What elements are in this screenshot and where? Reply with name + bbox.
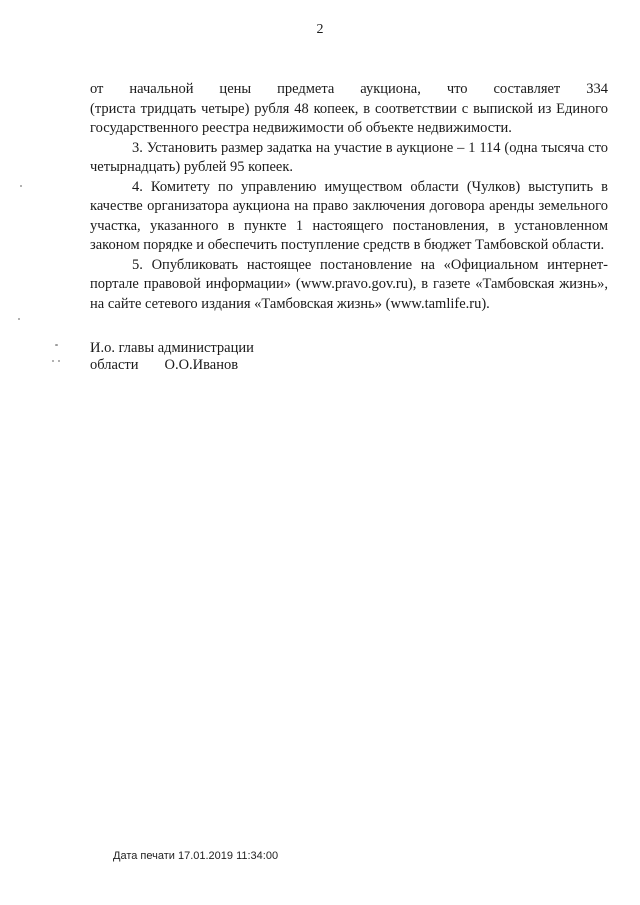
signer-name: О.О.Иванов xyxy=(164,357,239,373)
paragraph-continuation: (триста тридцать четыре) рубля 48 копеек, в соответствии с выпиской из Единого государственного реестра недвижимости об объекте недвижимости. xyxy=(90,100,608,136)
paragraph-continuation-line1: от начальной цены предмета аукциона, что составляет 334 xyxy=(90,81,608,97)
signer-line xyxy=(90,357,254,374)
paragraph-5: 5. Опубликовать настоящее постановление на «Официальном интернет-портале правовой информации» (www.pravo.gov.ru), в газете «Тамбовская жизнь», на сайте сетевого издания «Тамбовская жизнь» (www.tamlife.ru). xyxy=(90,256,608,312)
signature-block xyxy=(90,340,254,374)
paragraph-4: 4. Комитету по управлению имуществом области (Чулков) выступить в качестве организатора аукциона на право заключения договора аренды земельного участка, указанного в пункте 1 настоящего постановления, в установленном законом порядке и обеспечить поступление средств в бюджет Тамбовской области. xyxy=(90,178,608,253)
scan-speck xyxy=(18,318,20,320)
signer-title: И.о. главы администрации xyxy=(90,340,254,356)
signer-title-continued: области xyxy=(90,357,139,373)
print-date: Дата печати 17.01.2019 11:34:00 xyxy=(113,850,279,862)
scan-speck xyxy=(20,185,22,187)
scan-speck xyxy=(55,344,58,346)
document-body xyxy=(90,80,608,314)
scan-speck xyxy=(58,360,60,362)
page-number: 2 xyxy=(316,22,324,37)
paragraph-3: 3. Установить размер задатка на участие в аукционе – 1 114 (одна тысяча сто четырнадцать) рублей 95 копеек. xyxy=(90,139,608,175)
scan-speck xyxy=(52,360,54,362)
